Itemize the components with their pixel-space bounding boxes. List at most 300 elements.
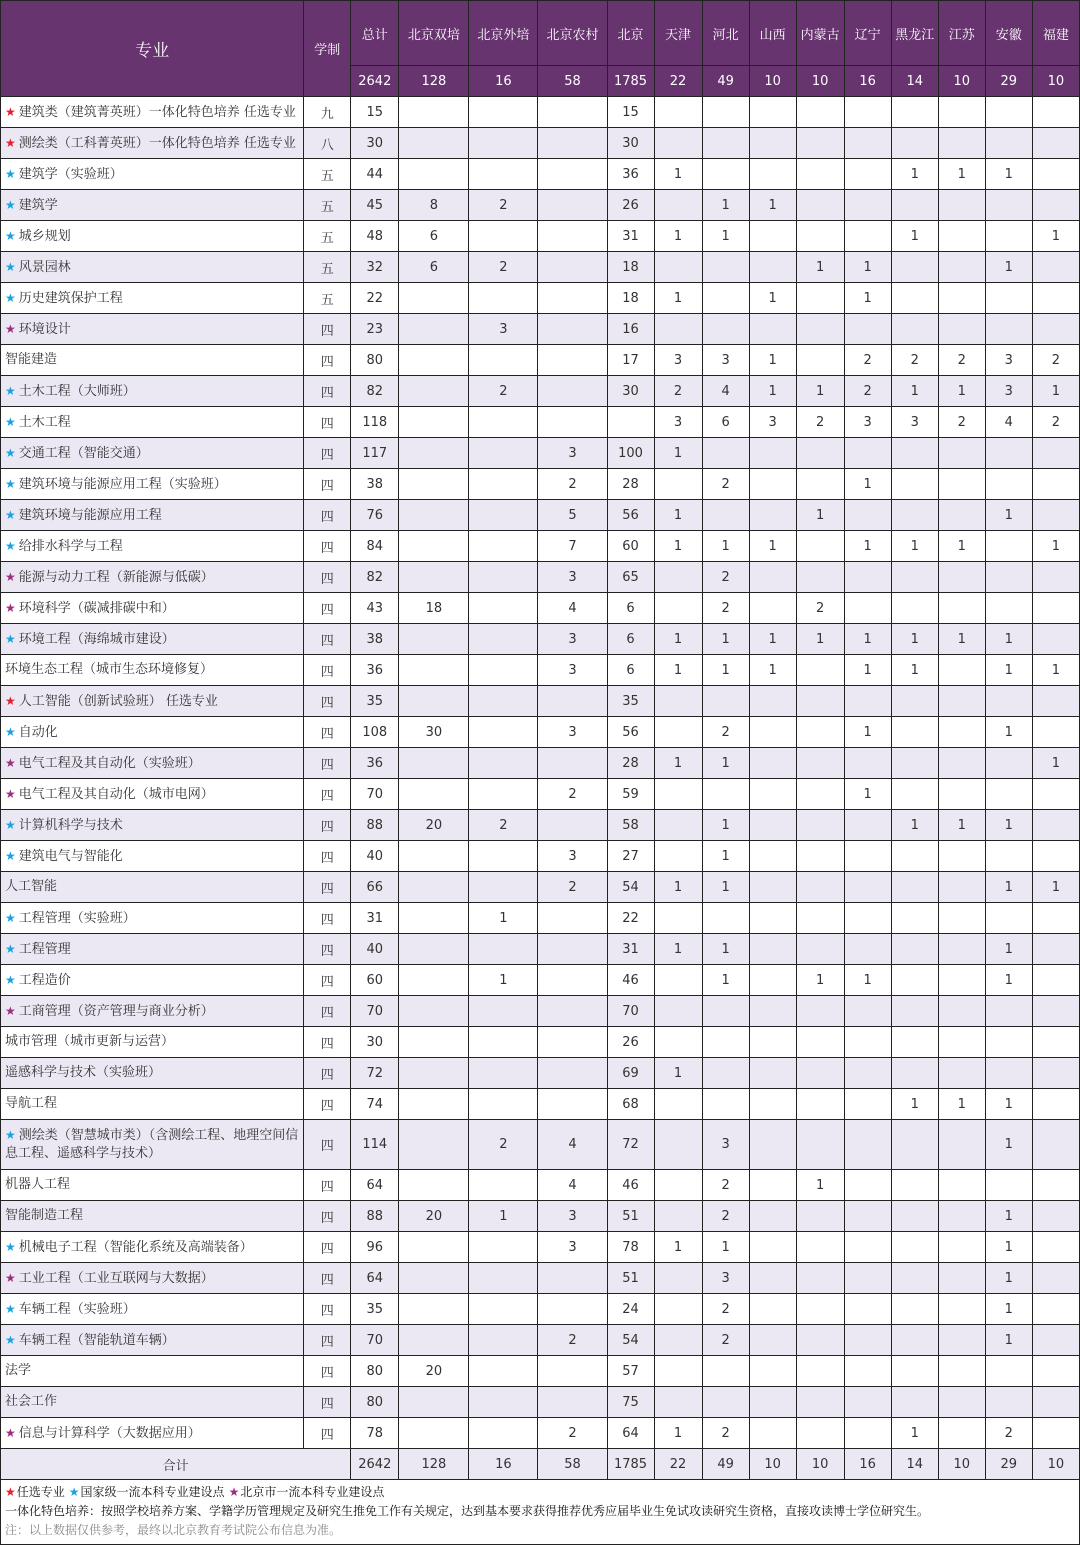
quota-cell <box>538 1263 607 1294</box>
quota-cell <box>654 1201 702 1232</box>
quota-cell <box>891 1120 938 1170</box>
quota-cell: 40 <box>351 934 399 965</box>
total-cell: 10 <box>938 1449 985 1480</box>
quota-cell: 1 <box>844 624 891 655</box>
quota-cell <box>538 1294 607 1325</box>
quota-cell: 1 <box>469 903 538 934</box>
quota-cell: 1 <box>938 1089 985 1120</box>
column-total: 22 <box>654 66 702 97</box>
quota-cell <box>891 1058 938 1089</box>
quota-cell <box>654 1120 702 1170</box>
disclaimer-note: 注：以上数据仅供参考，最终以北京教育考试院公布信息为准。 <box>5 1523 342 1537</box>
major-name: 历史建筑保护工程 <box>18 290 123 306</box>
duration-cell: 四 <box>304 407 351 438</box>
major-name: 自动化 <box>18 724 58 740</box>
quota-cell <box>938 97 985 128</box>
quota-cell: 20 <box>399 1201 469 1232</box>
quota-cell <box>399 345 469 376</box>
quota-cell <box>702 500 749 531</box>
duration-cell: 四 <box>304 345 351 376</box>
quota-cell: 46 <box>607 965 654 996</box>
quota-cell: 1 <box>796 965 844 996</box>
quota-cell: 16 <box>607 314 654 345</box>
star-purple-icon: ★ <box>5 755 16 770</box>
quota-cell: 1 <box>985 965 1032 996</box>
total-cell: 128 <box>399 1449 469 1480</box>
quota-cell: 31 <box>607 221 654 252</box>
quota-cell: 1 <box>985 500 1032 531</box>
quota-cell: 3 <box>538 438 607 469</box>
quota-cell: 1 <box>702 748 749 779</box>
column-total: 14 <box>891 66 938 97</box>
table-row <box>1 562 1080 593</box>
star-blue-icon: ★ <box>5 538 16 553</box>
quota-cell: 69 <box>607 1058 654 1089</box>
quota-cell <box>1032 1356 1079 1387</box>
duration-cell: 四 <box>304 872 351 903</box>
quota-cell: 18 <box>399 593 469 624</box>
quota-cell: 72 <box>351 1058 399 1089</box>
quota-cell: 2 <box>702 593 749 624</box>
quota-cell <box>891 748 938 779</box>
quota-cell <box>985 531 1032 562</box>
quota-cell <box>844 593 891 624</box>
duration-cell: 四 <box>304 1027 351 1058</box>
column-header: 北京外培 <box>469 1 538 66</box>
quota-cell <box>796 1027 844 1058</box>
quota-cell: 1 <box>891 221 938 252</box>
major-name: 计算机科学与技术 <box>18 817 123 833</box>
quota-cell <box>399 841 469 872</box>
column-total: 49 <box>702 66 749 97</box>
quota-cell <box>399 1232 469 1263</box>
major-name-cell <box>1 655 304 686</box>
total-cell: 16 <box>844 1449 891 1480</box>
quota-cell: 1 <box>1032 655 1079 686</box>
quota-cell <box>469 872 538 903</box>
quota-cell: 2 <box>702 1325 749 1356</box>
quota-cell <box>938 1387 985 1418</box>
major-name: 智能制造工程 <box>5 1208 84 1223</box>
column-total: 10 <box>1032 66 1079 97</box>
star-blue-icon: ★ <box>5 476 16 491</box>
major-name-cell <box>1 779 304 810</box>
quota-cell: 1 <box>796 376 844 407</box>
quota-cell <box>985 1058 1032 1089</box>
quota-cell <box>1032 1089 1079 1120</box>
quota-cell <box>844 221 891 252</box>
quota-cell: 1 <box>702 872 749 903</box>
quota-cell: 1 <box>654 1058 702 1089</box>
quota-cell <box>469 934 538 965</box>
quota-cell <box>844 903 891 934</box>
quota-cell: 1 <box>985 717 1032 748</box>
quota-cell <box>654 128 702 159</box>
quota-cell <box>844 1418 891 1449</box>
quota-cell <box>844 128 891 159</box>
quota-cell <box>796 655 844 686</box>
quota-cell: 3 <box>469 314 538 345</box>
star-blue-icon: ★ <box>5 414 16 429</box>
quota-cell: 1 <box>938 810 985 841</box>
quota-cell: 1 <box>985 810 1032 841</box>
quota-cell <box>538 252 607 283</box>
major-name: 机器人工程 <box>5 1177 71 1192</box>
quota-cell: 1 <box>749 283 796 314</box>
column-total: 16 <box>844 66 891 97</box>
star-blue-icon: ★ <box>5 228 16 243</box>
quota-cell <box>749 159 796 190</box>
duration-cell: 四 <box>304 1170 351 1201</box>
quota-cell <box>399 1418 469 1449</box>
quota-cell: 1 <box>891 159 938 190</box>
quota-cell: 6 <box>607 624 654 655</box>
table-row <box>1 686 1080 717</box>
quota-cell: 1 <box>469 1201 538 1232</box>
quota-cell: 3 <box>538 1201 607 1232</box>
quota-cell <box>469 1263 538 1294</box>
major-name: 建筑环境与能源应用工程 <box>18 507 162 523</box>
quota-cell <box>844 748 891 779</box>
quota-cell: 1 <box>844 717 891 748</box>
quota-cell: 74 <box>351 1089 399 1120</box>
quota-cell: 68 <box>607 1089 654 1120</box>
quota-cell: 28 <box>607 469 654 500</box>
quota-cell: 4 <box>985 407 1032 438</box>
quota-cell <box>538 903 607 934</box>
duration-cell: 四 <box>304 562 351 593</box>
quota-cell <box>749 500 796 531</box>
star-purple-icon: ★ <box>5 569 16 584</box>
quota-cell: 1 <box>985 252 1032 283</box>
quota-cell <box>399 686 469 717</box>
star-legend <box>5 1483 1075 1502</box>
table-row <box>1 717 1080 748</box>
quota-cell <box>844 190 891 221</box>
quota-cell: 28 <box>607 748 654 779</box>
quota-cell: 3 <box>985 345 1032 376</box>
star-blue-icon: ★ <box>5 724 16 739</box>
quota-cell <box>469 97 538 128</box>
major-name-cell <box>1 996 304 1027</box>
quota-cell <box>749 1294 796 1325</box>
quota-cell <box>749 252 796 283</box>
column-total: 29 <box>985 66 1032 97</box>
quota-cell <box>538 1058 607 1089</box>
quota-cell <box>844 1170 891 1201</box>
table-row <box>1 903 1080 934</box>
quota-cell <box>938 469 985 500</box>
quota-cell: 66 <box>351 872 399 903</box>
quota-cell <box>796 1418 844 1449</box>
quota-cell <box>1032 283 1079 314</box>
quota-cell <box>844 500 891 531</box>
quota-cell <box>985 562 1032 593</box>
quota-cell: 1 <box>654 748 702 779</box>
quota-cell: 2 <box>985 1418 1032 1449</box>
quota-cell: 45 <box>351 190 399 221</box>
quota-cell: 4 <box>538 1170 607 1201</box>
quota-cell: 3 <box>985 376 1032 407</box>
table-row <box>1 314 1080 345</box>
table-row <box>1 1120 1080 1170</box>
major-name: 工业工程（工业互联网与大数据） <box>18 1270 214 1286</box>
quota-cell <box>1032 314 1079 345</box>
quota-cell: 2 <box>469 810 538 841</box>
quota-cell <box>1032 841 1079 872</box>
quota-cell: 40 <box>351 841 399 872</box>
major-name: 车辆工程（智能轨道车辆） <box>18 1332 175 1348</box>
quota-cell <box>654 965 702 996</box>
duration-cell: 四 <box>304 1232 351 1263</box>
quota-cell <box>985 438 1032 469</box>
quota-cell <box>891 686 938 717</box>
quota-cell: 60 <box>351 965 399 996</box>
duration-cell: 四 <box>304 1201 351 1232</box>
quota-cell: 1 <box>654 624 702 655</box>
quota-cell <box>844 1027 891 1058</box>
quota-cell: 1 <box>654 872 702 903</box>
major-name-cell <box>1 1089 304 1120</box>
quota-cell: 80 <box>351 1356 399 1387</box>
quota-cell <box>985 1170 1032 1201</box>
column-total: 1785 <box>607 66 654 97</box>
star-blue-icon: ★ <box>5 445 16 460</box>
quota-cell <box>796 562 844 593</box>
quota-cell: 3 <box>538 624 607 655</box>
quota-cell <box>891 97 938 128</box>
quota-cell: 1 <box>985 1232 1032 1263</box>
quota-cell <box>985 190 1032 221</box>
quota-cell <box>891 1232 938 1263</box>
quota-cell: 1 <box>654 500 702 531</box>
quota-cell: 72 <box>607 1120 654 1170</box>
duration-cell: 四 <box>304 934 351 965</box>
quota-cell <box>1032 128 1079 159</box>
quota-cell <box>891 996 938 1027</box>
quota-cell <box>1032 562 1079 593</box>
quota-cell <box>1032 252 1079 283</box>
duration-cell: 四 <box>304 748 351 779</box>
star-blue-icon: ★ <box>5 972 16 987</box>
quota-cell: 78 <box>351 1418 399 1449</box>
column-header: 天津 <box>654 1 702 66</box>
column-header: 北京双培 <box>399 1 469 66</box>
quota-cell <box>399 1263 469 1294</box>
major-name-cell <box>1 438 304 469</box>
major-name-cell <box>1 1201 304 1232</box>
quota-cell <box>538 407 607 438</box>
quota-cell: 1 <box>702 190 749 221</box>
quota-cell <box>938 1294 985 1325</box>
quota-cell <box>749 469 796 500</box>
quota-cell: 2 <box>938 345 985 376</box>
star-purple-icon: ★ <box>228 1485 240 1499</box>
quota-cell <box>469 128 538 159</box>
quota-cell: 1 <box>654 438 702 469</box>
quota-cell: 1 <box>702 655 749 686</box>
quota-cell <box>938 717 985 748</box>
major-column-header: 专业 <box>1 1 304 97</box>
quota-cell <box>844 1201 891 1232</box>
quota-cell <box>938 500 985 531</box>
quota-cell: 18 <box>607 252 654 283</box>
quota-cell <box>469 748 538 779</box>
table-row <box>1 469 1080 500</box>
quota-cell: 43 <box>351 593 399 624</box>
quota-cell <box>399 965 469 996</box>
quota-cell <box>749 221 796 252</box>
total-row <box>1 1449 1080 1480</box>
duration-cell: 四 <box>304 779 351 810</box>
quota-cell: 56 <box>607 500 654 531</box>
quota-cell: 1 <box>985 1201 1032 1232</box>
major-name-cell <box>1 1120 304 1170</box>
star-blue-icon: ★ <box>68 1485 80 1499</box>
quota-cell <box>749 717 796 748</box>
quota-cell: 30 <box>351 128 399 159</box>
quota-cell <box>985 128 1032 159</box>
quota-cell <box>469 531 538 562</box>
column-total: 10 <box>938 66 985 97</box>
duration-cell: 四 <box>304 1120 351 1170</box>
quota-cell: 30 <box>351 1027 399 1058</box>
quota-cell <box>938 562 985 593</box>
quota-cell <box>796 221 844 252</box>
quota-cell <box>749 1201 796 1232</box>
quota-cell <box>1032 1201 1079 1232</box>
major-name-cell <box>1 1356 304 1387</box>
quota-cell: 44 <box>351 159 399 190</box>
quota-cell: 1 <box>891 1089 938 1120</box>
major-name-cell <box>1 1232 304 1263</box>
quota-cell: 57 <box>607 1356 654 1387</box>
quota-cell <box>1032 1170 1079 1201</box>
quota-cell <box>844 872 891 903</box>
quota-cell: 2 <box>702 717 749 748</box>
major-name-cell <box>1 1294 304 1325</box>
quota-cell: 64 <box>351 1263 399 1294</box>
column-header: 福建 <box>1032 1 1079 66</box>
quota-cell <box>796 531 844 562</box>
quota-cell: 48 <box>351 221 399 252</box>
quota-cell <box>749 1263 796 1294</box>
duration-cell: 四 <box>304 965 351 996</box>
quota-cell: 20 <box>399 1356 469 1387</box>
quota-cell <box>654 593 702 624</box>
quota-cell <box>938 779 985 810</box>
quota-cell: 35 <box>351 686 399 717</box>
major-name-cell <box>1 345 304 376</box>
legend-label: 国家级一流本科专业建设点 <box>80 1485 225 1499</box>
table-row <box>1 748 1080 779</box>
quota-cell <box>469 500 538 531</box>
quota-cell: 82 <box>351 562 399 593</box>
major-name-cell <box>1 562 304 593</box>
quota-cell: 2 <box>702 1418 749 1449</box>
quota-cell: 30 <box>607 376 654 407</box>
quota-cell <box>1032 500 1079 531</box>
quota-cell: 1 <box>1032 531 1079 562</box>
quota-cell <box>469 159 538 190</box>
quota-cell <box>399 469 469 500</box>
quota-cell <box>844 1263 891 1294</box>
quota-cell: 1 <box>654 531 702 562</box>
quota-cell: 35 <box>607 686 654 717</box>
quota-cell: 88 <box>351 810 399 841</box>
quota-cell: 1 <box>891 376 938 407</box>
quota-cell <box>749 686 796 717</box>
quota-cell <box>938 1120 985 1170</box>
duration-cell: 四 <box>304 717 351 748</box>
quota-cell: 1 <box>702 934 749 965</box>
major-name-cell <box>1 841 304 872</box>
quota-cell <box>702 1058 749 1089</box>
major-name-cell <box>1 965 304 996</box>
major-name-cell <box>1 686 304 717</box>
quota-cell <box>749 438 796 469</box>
star-blue-icon: ★ <box>5 848 16 863</box>
quota-cell <box>749 903 796 934</box>
quota-cell <box>749 810 796 841</box>
column-total: 58 <box>538 66 607 97</box>
major-name-cell <box>1 128 304 159</box>
major-name-cell <box>1 190 304 221</box>
major-name-cell <box>1 810 304 841</box>
quota-cell: 30 <box>399 717 469 748</box>
quota-cell <box>469 655 538 686</box>
quota-cell <box>938 1325 985 1356</box>
duration-cell: 四 <box>304 1058 351 1089</box>
duration-cell: 四 <box>304 903 351 934</box>
quota-cell <box>985 996 1032 1027</box>
quota-cell <box>938 1027 985 1058</box>
quota-cell <box>469 438 538 469</box>
quota-cell <box>399 748 469 779</box>
quota-cell <box>1032 1263 1079 1294</box>
quota-cell: 1 <box>654 655 702 686</box>
quota-cell <box>749 562 796 593</box>
total-cell: 58 <box>538 1449 607 1480</box>
table-row <box>1 1170 1080 1201</box>
total-cell: 2642 <box>351 1449 399 1480</box>
quota-cell <box>1032 1418 1079 1449</box>
quota-cell <box>891 1170 938 1201</box>
quota-cell <box>1032 97 1079 128</box>
major-name: 工商管理（资产管理与商业分析） <box>18 1003 214 1019</box>
quota-cell: 32 <box>351 252 399 283</box>
quota-cell: 70 <box>351 1325 399 1356</box>
quota-cell <box>538 190 607 221</box>
quota-cell <box>538 283 607 314</box>
major-name-cell <box>1 97 304 128</box>
quota-cell: 1 <box>844 252 891 283</box>
quota-cell <box>796 1356 844 1387</box>
quota-cell: 3 <box>538 1232 607 1263</box>
quota-cell <box>469 1356 538 1387</box>
table-row <box>1 655 1080 686</box>
quota-cell: 1 <box>985 1294 1032 1325</box>
major-name-cell <box>1 1263 304 1294</box>
quota-cell <box>1032 686 1079 717</box>
table-row <box>1 1356 1080 1387</box>
table-row <box>1 252 1080 283</box>
quota-cell <box>749 128 796 159</box>
major-name: 人工智能 <box>5 879 58 894</box>
quota-cell <box>891 1263 938 1294</box>
quota-cell <box>399 1058 469 1089</box>
quota-cell: 2 <box>844 345 891 376</box>
